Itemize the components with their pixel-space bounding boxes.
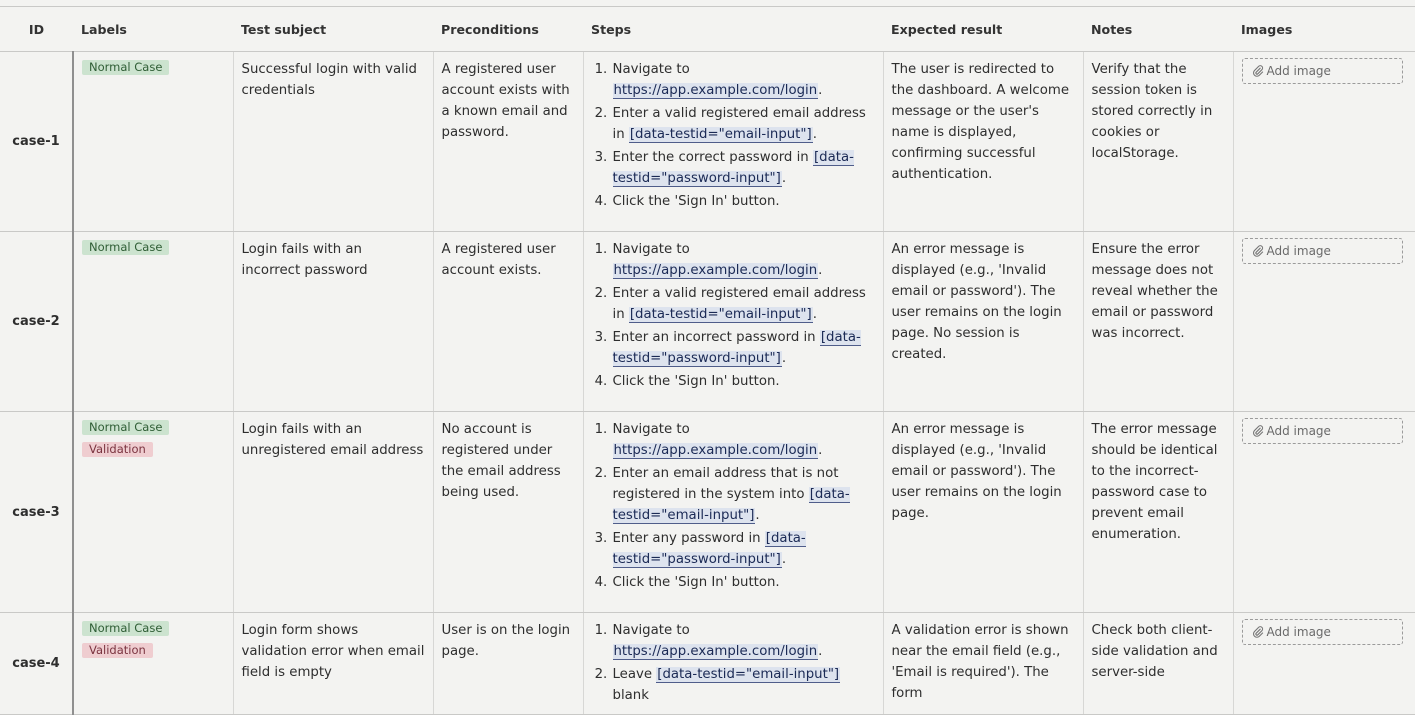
step-item [612, 283, 875, 325]
code-snippet[interactable]: [data-testid="email-input"] [629, 127, 812, 142]
step-text: . [818, 443, 823, 458]
notes-cell[interactable]: Verify that the session token is stored correctly in cookies or localStorage. [1083, 52, 1233, 232]
labels-cell[interactable] [73, 613, 233, 715]
labels-list [82, 59, 225, 82]
preconditions-cell[interactable]: No account is registered under the email address being used. [433, 412, 583, 613]
add-image-button[interactable] [1242, 418, 1403, 444]
label-badge[interactable]: Normal Case [82, 60, 169, 75]
label-badge[interactable]: Normal Case [82, 621, 169, 636]
paperclip-icon [1251, 424, 1265, 438]
step-item [612, 327, 875, 369]
step-text: . [818, 644, 823, 659]
step-text: . [812, 127, 817, 142]
labels-cell[interactable] [73, 412, 233, 613]
code-snippet[interactable]: https://app.example.com/login [613, 443, 818, 458]
steps-list [592, 620, 875, 706]
step-text: Enter an email address that is not registered in the system into [612, 466, 839, 502]
steps-list [592, 419, 875, 593]
table-row[interactable] [0, 52, 1415, 232]
expected-result-cell[interactable]: An error message is displayed (e.g., 'Invalid email or password'). The user remains on the login page. No session is created. [883, 232, 1083, 412]
paperclip-icon [1251, 244, 1265, 258]
images-cell [1233, 412, 1415, 613]
step-item [612, 572, 875, 593]
step-item [612, 103, 875, 145]
subject-cell[interactable]: Login fails with an incorrect password [233, 232, 433, 412]
column-header-images[interactable]: Images [1233, 7, 1415, 52]
step-text: Click the 'Sign In' button. [612, 194, 780, 209]
expected-result-cell[interactable]: The user is redirected to the dashboard. A welcome message or the user's name is displayed, confirming successful authentication. [883, 52, 1083, 232]
step-item [612, 371, 875, 392]
expected-result-cell[interactable]: An error message is displayed (e.g., 'Invalid email or password'). The user remains on the login page. [883, 412, 1083, 613]
add-image-button[interactable] [1242, 58, 1403, 84]
step-text: Navigate to [612, 62, 690, 77]
code-snippet[interactable]: [data-testid="email-input"] [629, 307, 812, 322]
add-image-button[interactable] [1242, 238, 1403, 264]
notes-cell[interactable]: The error message should be identical to the incorrect-password case to prevent email enumeration. [1083, 412, 1233, 613]
add-image-label: Add image [1266, 423, 1331, 438]
step-item [612, 463, 875, 526]
labels-cell[interactable] [73, 232, 233, 412]
label-badge[interactable]: Normal Case [82, 240, 169, 255]
step-item [612, 620, 875, 662]
code-snippet[interactable]: https://app.example.com/login [613, 263, 818, 278]
notes-cell[interactable]: Ensure the error message does not reveal whether the email or password was incorrect. [1083, 232, 1233, 412]
code-snippet[interactable]: https://app.example.com/login [613, 83, 818, 98]
images-cell [1233, 52, 1415, 232]
labels-cell[interactable] [73, 52, 233, 232]
step-item [612, 664, 875, 706]
header-row [0, 7, 1415, 52]
step-text: Leave [612, 667, 657, 682]
steps-cell[interactable] [583, 613, 883, 715]
step-item [612, 191, 875, 212]
step-item [612, 528, 875, 570]
table-row[interactable] [0, 232, 1415, 412]
label-badge[interactable]: Normal Case [82, 420, 169, 435]
case-id-cell: case-3 [0, 412, 73, 613]
add-image-label: Add image [1266, 243, 1331, 258]
step-text: Navigate to [612, 242, 690, 257]
steps-list [592, 59, 875, 212]
label-badge[interactable]: Validation [82, 643, 153, 658]
column-header-steps[interactable]: Steps [583, 7, 883, 52]
code-snippet[interactable]: [data-testid="password-input"] [612, 330, 861, 366]
step-text: Enter any password in [612, 531, 765, 546]
preconditions-cell[interactable]: A registered user account exists. [433, 232, 583, 412]
subject-cell[interactable]: Successful login with valid credentials [233, 52, 433, 232]
step-text: . [818, 83, 823, 98]
code-snippet[interactable]: https://app.example.com/login [613, 644, 818, 659]
case-id-cell: case-2 [0, 232, 73, 412]
add-image-label: Add image [1266, 624, 1331, 639]
code-snippet[interactable]: [data-testid="email-input"] [612, 487, 850, 523]
paperclip-icon [1251, 625, 1265, 639]
table-row[interactable] [0, 412, 1415, 613]
column-header-subject[interactable]: Test subject [233, 7, 433, 52]
column-header-preconditions[interactable]: Preconditions [433, 7, 583, 52]
code-snippet[interactable]: [data-testid="password-input"] [612, 150, 854, 186]
case-id-cell: case-1 [0, 52, 73, 232]
table-row[interactable] [0, 613, 1415, 715]
labels-list [82, 239, 225, 262]
preconditions-cell[interactable]: User is on the login page. [433, 613, 583, 715]
subject-cell[interactable]: Login form shows validation error when email field is empty [233, 613, 433, 715]
case-id-cell: case-4 [0, 613, 73, 715]
paperclip-icon [1251, 64, 1265, 78]
add-image-button[interactable] [1242, 619, 1403, 645]
step-text: . [812, 307, 817, 322]
steps-cell[interactable] [583, 412, 883, 613]
labels-list [82, 419, 225, 464]
steps-cell[interactable] [583, 232, 883, 412]
column-header-labels[interactable]: Labels [73, 7, 233, 52]
column-header-expected[interactable]: Expected result [883, 7, 1083, 52]
step-text: Enter a valid registered email address in [612, 106, 866, 142]
label-badge[interactable]: Validation [82, 442, 153, 457]
step-text: Enter an incorrect password in [612, 330, 820, 345]
step-item [612, 59, 875, 101]
step-text: Navigate to [612, 422, 690, 437]
labels-list [82, 620, 225, 665]
add-image-label: Add image [1266, 63, 1331, 78]
step-text: blank [612, 688, 649, 703]
step-item [612, 419, 875, 461]
subject-cell[interactable]: Login fails with an unregistered email address [233, 412, 433, 613]
step-text: . [818, 263, 823, 278]
step-text: Enter a valid registered email address in [612, 286, 866, 322]
images-cell [1233, 613, 1415, 715]
code-snippet[interactable]: [data-testid="password-input"] [612, 531, 806, 567]
step-text: . [781, 351, 787, 366]
test-cases-table [0, 7, 1415, 715]
column-header-id[interactable]: ID [0, 7, 73, 52]
step-text: . [755, 508, 760, 523]
preconditions-cell[interactable]: A registered user account exists with a known email and password. [433, 52, 583, 232]
step-text: Click the 'Sign In' button. [612, 575, 780, 590]
step-text: Navigate to [612, 623, 690, 638]
step-text: Click the 'Sign In' button. [612, 374, 780, 389]
step-item [612, 239, 875, 281]
code-snippet[interactable]: [data-testid="email-input"] [657, 667, 840, 682]
expected-result-cell[interactable]: A validation error is shown near the email field (e.g., 'Email is required'). The form [883, 613, 1083, 715]
column-header-notes[interactable]: Notes [1083, 7, 1233, 52]
step-text: Enter the correct password in [612, 150, 813, 165]
steps-cell[interactable] [583, 52, 883, 232]
step-item [612, 147, 875, 189]
steps-list [592, 239, 875, 392]
images-cell [1233, 232, 1415, 412]
step-text: . [781, 171, 787, 186]
step-text: . [781, 552, 787, 567]
notes-cell[interactable]: Check both client-side validation and server-side [1083, 613, 1233, 715]
